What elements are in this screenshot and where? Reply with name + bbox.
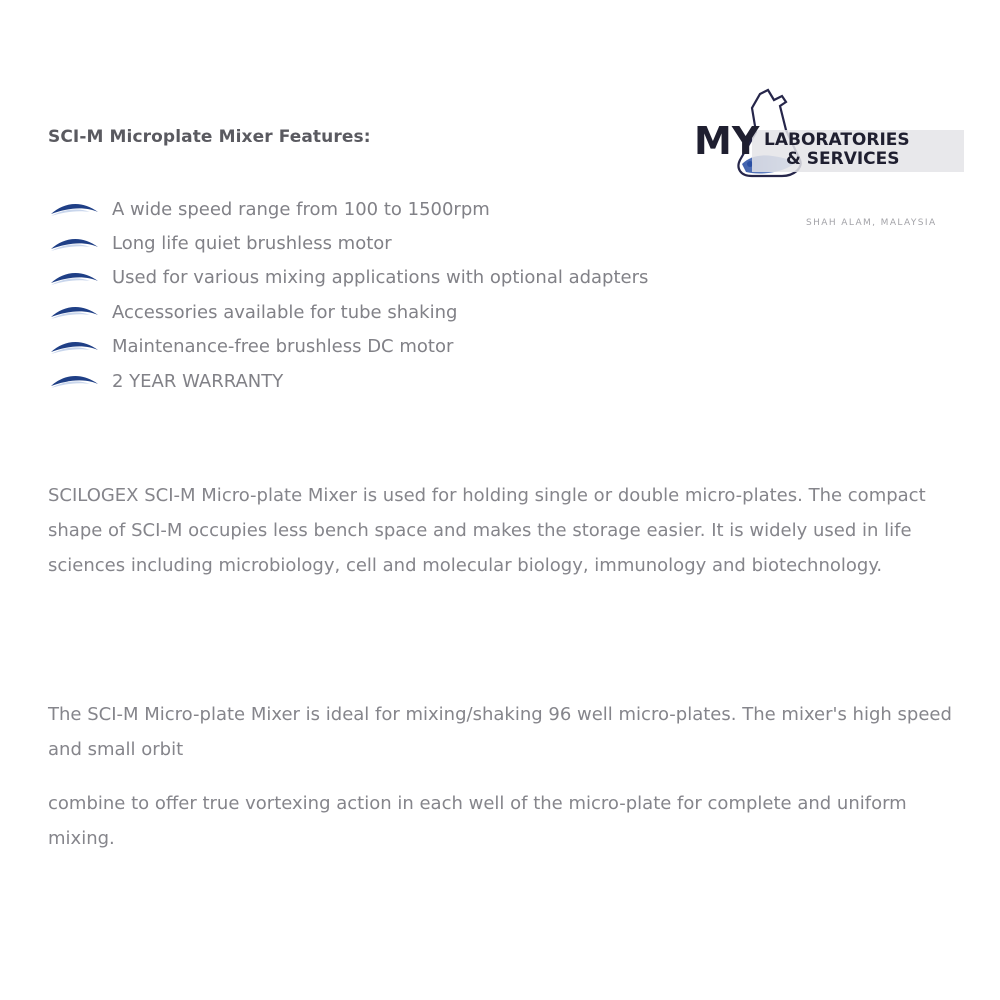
logo-my-text: MY [694,119,760,163]
list-item [50,192,648,226]
logo-laboratories-text: LABORATORIES [764,130,910,150]
feature-text: Maintenance-free brushless DC motor [112,336,454,358]
feature-text: Used for various mixing applications with optional adapters [112,267,649,289]
swoosh-icon [50,200,100,218]
list-item [50,330,648,364]
feature-list [50,192,648,398]
logo-subtitle: SHAH ALAM, MALAYSIA [806,218,937,228]
feature-text: Long life quiet brushless motor [112,233,392,255]
list-item [50,261,648,295]
flask-logo-icon [690,86,970,236]
swoosh-icon [50,303,100,321]
description-paragraph-3: combine to offer true vortexing action in each well of the micro-plate for complete and uniform mixing. [48,793,907,849]
swoosh-icon [50,338,100,356]
feature-text: Accessories available for tube shaking [112,301,458,323]
swoosh-icon [50,269,100,287]
description-paragraph-1: SCILOGEX SCI-M Micro-plate Mixer is used for holding single or double micro-plates. The compact shape of SCI-M occupies less bench space and makes the storage easier. It is widely used in life sciences including microbiology, cell and molecular biology, immunology and biotechnology. [48,485,926,576]
company-logo [690,86,970,236]
list-item [50,295,648,329]
feature-text: 2 YEAR WARRANTY [112,370,284,392]
list-item [50,226,648,260]
features-heading: SCI-M Microplate Mixer Features: [48,127,371,147]
swoosh-icon [50,235,100,253]
feature-text: A wide speed range from 100 to 1500rpm [112,198,490,220]
list-item [50,364,648,398]
logo-services-text: & SERVICES [786,149,900,169]
description-paragraph-2: The SCI-M Micro-plate Mixer is ideal for mixing/shaking 96 well micro-plates. The mixer's high speed and small orbit [48,704,952,760]
swoosh-icon [50,372,100,390]
